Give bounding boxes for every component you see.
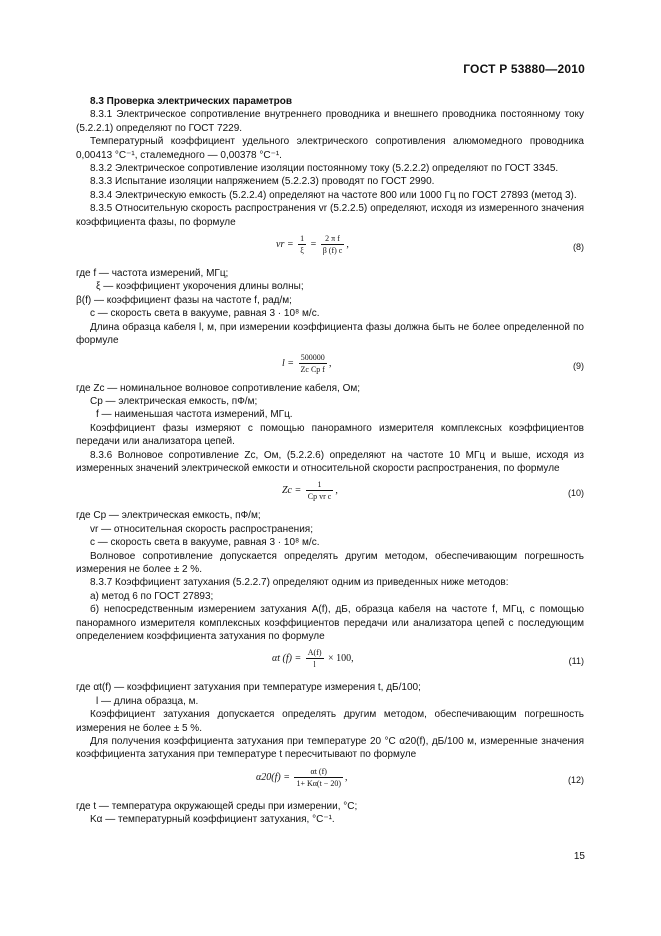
formula-11 bbox=[76, 645, 584, 679]
formula-8-frac2-num: 2 π f bbox=[321, 233, 345, 245]
paragraph-8-3-5: 8.3.5 Относительную скорость распространения vr (5.2.2.5) определяют, исходя из измеренного значения коэффициента фазы, по формуле bbox=[76, 203, 584, 228]
formula-8-lhs: vr = bbox=[276, 238, 294, 250]
definition-line: где t — температура окружающей среды при измерении, °С; bbox=[76, 800, 358, 812]
formula-8-number: (8) bbox=[573, 242, 584, 253]
formula-9-lhs: l = bbox=[282, 357, 295, 369]
paragraph-8-3-2: 8.3.2 Электрическое сопротивление изоляции постоянному току (5.2.2.2) определяют по ГОСТ 3345. bbox=[90, 163, 559, 175]
document-body bbox=[76, 95, 584, 827]
definition-line: Cp — электрическая емкость, пФ/м; bbox=[90, 395, 258, 407]
paragraph-method-a: а) метод 6 по ГОСТ 27893; bbox=[90, 590, 214, 602]
paragraph-8-3-4: 8.3.4 Электрическую емкость (5.2.2.4) определяют на частоте 800 или 1000 Гц по ГОСТ 27893 (метод 3). bbox=[90, 189, 577, 201]
paragraph-8-3-3: 8.3.3 Испытание изоляции напряжением (5.2.2.3) проводят по ГОСТ 2990. bbox=[90, 176, 435, 188]
formula-9-number: (9) bbox=[573, 360, 584, 371]
formula-8-eq: = bbox=[310, 238, 317, 250]
formula-11-number: (11) bbox=[568, 656, 584, 667]
formula-12-tail: , bbox=[344, 771, 348, 783]
formula-9-num: 500000 bbox=[299, 352, 327, 364]
paragraph-attenuation-accuracy: Коэффициент затухания допускается определять другим методом, обеспечивающим погрешность измерения не более ± 5 %. bbox=[76, 709, 584, 734]
formula-10-number: (10) bbox=[567, 488, 584, 499]
formula-8-definitions bbox=[76, 267, 584, 321]
definition-line: Kα — температурный коэффициент затухания, °С⁻¹. bbox=[90, 814, 335, 826]
paragraph-temperature-recalc: Для получения коэффициента затухания при температуре 20 °С α20(f), дБ/100 м, измеренные значения коэффициента затухания при температуре t пересчитывают по формуле bbox=[76, 736, 584, 761]
paragraph-method-b: б) непосредственным измерением затухания A(f), дБ, образца кабеля на частоте f, МГц, с помощью панорамного измерителя комплексных коэффициентов передачи или анализатора цепей с последующим определением коэффициента затухания по формуле bbox=[76, 604, 584, 642]
definition-line: f — наименьшая частота измерений, МГц. bbox=[96, 409, 293, 421]
formula-8-frac1-den: ξ bbox=[300, 246, 304, 256]
paragraph-8-3-1: 8.3.1 Электрическое сопротивление внутреннего проводника и внешнего проводника постоянному току (5.2.2.1) определяют по ГОСТ 7229. bbox=[76, 109, 584, 134]
formula-10-lhs: Zc = bbox=[282, 485, 302, 497]
paragraph-8-3-7: 8.3.7 Коэффициент затухания (5.2.2.7) определяют одним из приведенных ниже методов: bbox=[90, 577, 509, 589]
definition-line: β(f) — коэффициент фазы на частоте f, рад/м; bbox=[76, 294, 292, 306]
formula-12-num: αt (f) bbox=[294, 766, 343, 778]
definition-line: где Cp — электрическая емкость, пФ/м; bbox=[76, 510, 261, 522]
formula-11-tail: × 100, bbox=[328, 653, 354, 665]
formula-8-frac2-den: β (f) c bbox=[322, 246, 343, 256]
paragraph-phase-measurement: Коэффициент фазы измеряют с помощью панорамного измерителя комплексных коэффициентов передачи или анализатора цепей. bbox=[76, 422, 584, 448]
formula-12 bbox=[76, 764, 584, 798]
definition-line: c — скорость света в вакууме, равная 3 · 10⁸ м/с. bbox=[90, 308, 320, 320]
formula-9-tail: , bbox=[328, 357, 332, 369]
definition-line: l — длина образца, м. bbox=[96, 695, 199, 707]
formula-12-den: 1+ Kα(t − 20) bbox=[296, 778, 341, 788]
definition-line: vr — относительная скорость распространения; bbox=[90, 523, 313, 535]
formula-12-definitions bbox=[76, 800, 584, 827]
formula-8 bbox=[76, 231, 584, 265]
document-id-header: ГОСТ Р 53880—2010 bbox=[463, 62, 585, 76]
definition-line: ξ — коэффициент укорочения длины волны; bbox=[96, 281, 304, 293]
formula-10-definitions bbox=[76, 509, 584, 549]
formula-9-definitions bbox=[76, 382, 584, 422]
formula-12-lhs: α20(f) = bbox=[256, 771, 290, 783]
page-number: 15 bbox=[573, 851, 585, 862]
formula-10 bbox=[76, 477, 584, 507]
formula-9 bbox=[76, 350, 584, 380]
paragraph-temp-coefficient: Температурный коэффициент удельного электрического сопротивления алюмомедного проводника 0,00413 °С⁻¹, сталемедного — 0,00378 °С⁻¹. bbox=[76, 136, 584, 161]
definition-line: где Zc — номинальное волновое сопротивление кабеля, Ом; bbox=[76, 382, 361, 394]
paragraph-impedance-accuracy: Волновое сопротивление допускается определять другим методом, обеспечивающим погрешность измерения не более ± 2 %. bbox=[76, 550, 584, 575]
formula-10-den: Cp vr c bbox=[307, 492, 332, 502]
formula-12-number: (12) bbox=[567, 774, 584, 785]
definition-line: где f — частота измерений, МГц; bbox=[76, 268, 229, 280]
paragraph-sample-length: Длина образца кабеля l, м, при измерении коэффициента фазы должна быть не более определенной по формуле bbox=[76, 321, 584, 347]
formula-11-num: A(f) bbox=[307, 648, 322, 658]
formula-8-tail: , bbox=[346, 238, 349, 250]
definition-line: где αt(f) — коэффициент затухания при температуре измерения t, дБ/100; bbox=[76, 682, 421, 694]
formula-11-definitions bbox=[76, 681, 584, 708]
section-heading: 8.3 Проверка электрических параметров bbox=[90, 96, 292, 107]
formula-8-frac1-num: 1 bbox=[300, 234, 305, 244]
formula-10-num: 1 bbox=[306, 479, 334, 491]
formula-9-den: Zc Cp f bbox=[300, 364, 325, 374]
formula-11-den: l bbox=[313, 660, 316, 670]
formula-11-lhs: αt (f) = bbox=[272, 653, 302, 665]
formula-10-tail: , bbox=[335, 485, 338, 497]
definition-line: c — скорость света в вакууме, равная 3 · 10⁸ м/с. bbox=[90, 537, 320, 549]
paragraph-8-3-6: 8.3.6 Волновое сопротивление Zc, Ом, (5.2.2.6) определяют на частоте 10 МГц и выше, исходя из измеренных значений электрической емкости и относительной скорости распространения, по формуле bbox=[76, 449, 584, 474]
